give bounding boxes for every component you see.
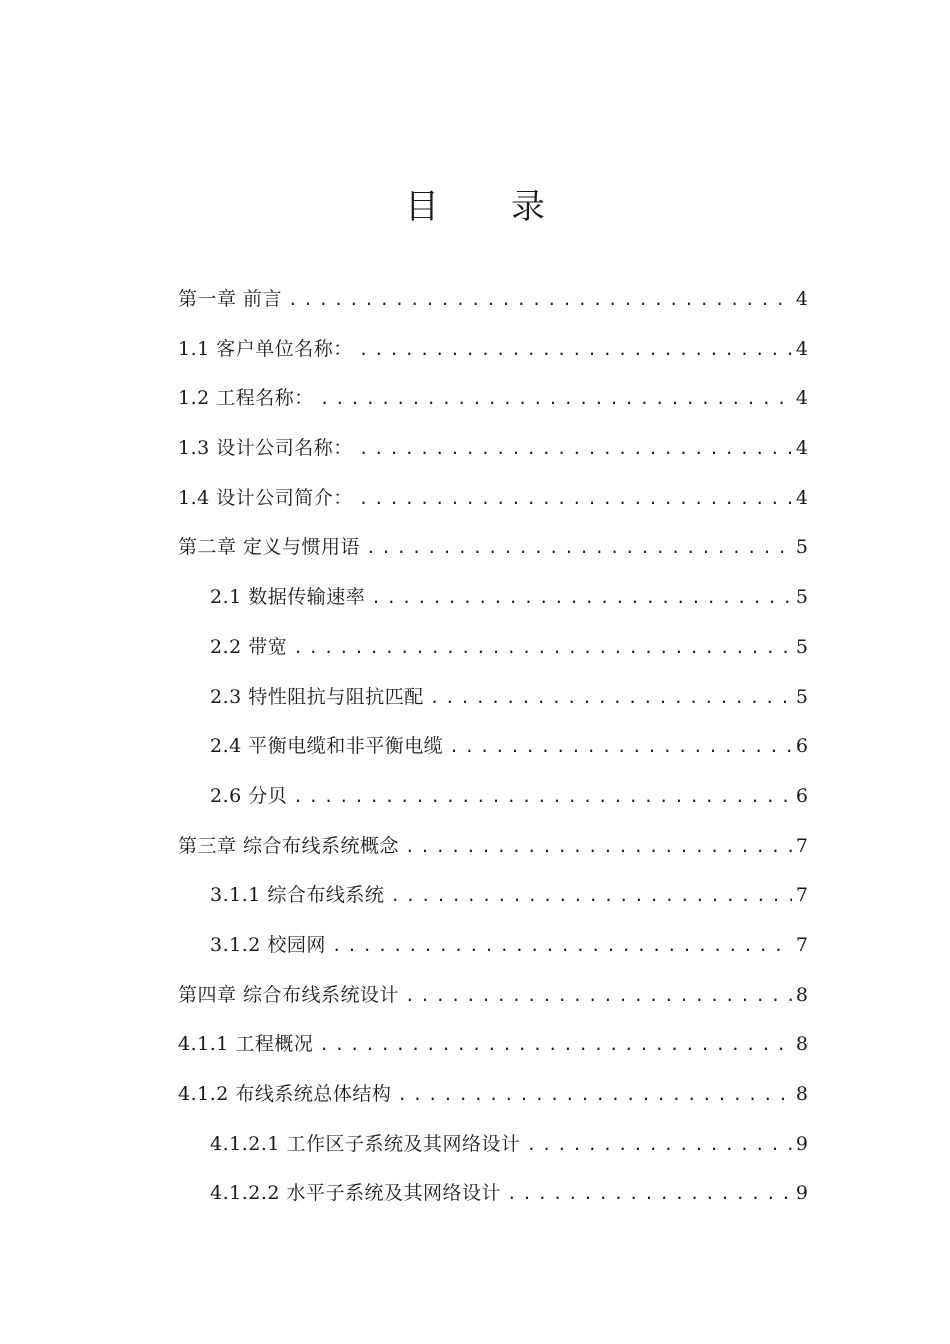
toc-entry-label: 2.6 分贝 xyxy=(210,784,288,807)
toc-page-number: 9 xyxy=(795,1132,808,1155)
toc-title xyxy=(0,183,950,231)
toc-dot-leader xyxy=(288,275,792,325)
toc-dot-leader xyxy=(320,374,792,424)
toc-entry[interactable] xyxy=(178,1169,808,1219)
toc-dot-leader xyxy=(430,673,792,723)
toc-entry[interactable] xyxy=(178,573,808,623)
toc-dot-leader xyxy=(507,1169,792,1219)
toc-entry-label: 1.1 客户单位名称： xyxy=(178,337,353,360)
toc-entry[interactable] xyxy=(178,722,808,772)
toc-dot-leader xyxy=(293,772,792,822)
toc-entry[interactable] xyxy=(178,921,808,971)
toc-entry[interactable] xyxy=(178,474,808,524)
toc-page-number: 8 xyxy=(795,1033,808,1056)
toc-entry[interactable] xyxy=(178,523,808,573)
toc-entry-label: 1.4 设计公司简介： xyxy=(178,486,353,509)
toc-entry[interactable] xyxy=(178,1070,808,1120)
toc-page-number: 5 xyxy=(795,586,808,609)
toc-page-number: 4 xyxy=(795,387,808,410)
toc-dot-leader xyxy=(527,1120,792,1170)
toc-entry-label: 4.1.2 布线系统总体结构 xyxy=(178,1083,392,1105)
toc-list xyxy=(178,275,808,1219)
toc-dot-leader xyxy=(405,822,792,872)
toc-entry[interactable] xyxy=(178,1020,808,1070)
toc-entry-label: 1.2 工程名称： xyxy=(178,387,314,410)
toc-entry[interactable] xyxy=(178,325,808,375)
toc-dot-leader xyxy=(293,623,792,673)
toc-entry[interactable] xyxy=(178,275,808,325)
toc-dot-leader xyxy=(319,1020,792,1070)
toc-dot-leader xyxy=(405,971,792,1021)
toc-entry-label: 第二章 定义与惯用语 xyxy=(178,536,361,559)
toc-page-number: 6 xyxy=(795,784,808,807)
toc-page-number: 5 xyxy=(795,635,808,658)
toc-entry[interactable] xyxy=(178,971,808,1021)
toc-entry-label: 1.3 设计公司名称： xyxy=(178,437,353,460)
toc-entry[interactable] xyxy=(178,374,808,424)
toc-entry-label: 2.3 特性阻抗与阻抗匹配 xyxy=(210,685,424,708)
toc-entry-label: 2.1 数据传输速率 xyxy=(210,586,366,609)
toc-page-number: 4 xyxy=(795,486,808,509)
toc-entry[interactable] xyxy=(178,623,808,673)
toc-page-number: 8 xyxy=(795,983,808,1006)
toc-entry[interactable] xyxy=(178,673,808,723)
toc-entry-label: 4.1.2.1 工作区子系统及其网络设计 xyxy=(210,1132,521,1155)
toc-entry-label: 2.2 带宽 xyxy=(210,635,288,658)
toc-page-number: 7 xyxy=(795,884,808,907)
toc-page-number: 9 xyxy=(795,1182,808,1205)
toc-page-number: 4 xyxy=(795,337,808,360)
toc-dot-leader xyxy=(359,424,792,474)
toc-page-number: 4 xyxy=(795,288,808,310)
toc-entry-label: 第一章 前言 xyxy=(178,288,283,310)
toc-title-char-2: 录 xyxy=(511,187,545,227)
toc-entry-label: 4.1.2.2 水平子系统及其网络设计 xyxy=(210,1182,502,1205)
toc-page-number: 7 xyxy=(795,933,808,956)
toc-entry-label: 2.4 平衡电缆和非平衡电缆 xyxy=(210,735,444,758)
toc-entry[interactable] xyxy=(178,424,808,474)
toc-entry-label: 3.1.2 校园网 xyxy=(210,933,326,956)
toc-dot-leader xyxy=(371,573,792,623)
toc-page-number: 8 xyxy=(795,1083,808,1105)
toc-entry-label: 第三章 综合布线系统概念 xyxy=(178,834,400,857)
toc-title-char-1: 目 xyxy=(405,187,439,227)
toc-dot-leader xyxy=(397,1070,792,1120)
toc-entry[interactable] xyxy=(178,1120,808,1170)
toc-dot-leader xyxy=(390,871,792,921)
toc-entry-label: 4.1.1 工程概况 xyxy=(178,1033,314,1056)
toc-dot-leader xyxy=(449,722,792,772)
toc-page-number: 6 xyxy=(795,735,808,758)
toc-dot-leader xyxy=(332,921,792,971)
toc-dot-leader xyxy=(366,523,792,573)
toc-entry-label: 3.1.1 综合布线系统 xyxy=(210,884,385,907)
toc-entry-label: 第四章 综合布线系统设计 xyxy=(178,983,400,1006)
toc-entry[interactable] xyxy=(178,772,808,822)
toc-page-number: 7 xyxy=(795,834,808,857)
toc-page-number: 5 xyxy=(795,536,808,559)
toc-entry[interactable] xyxy=(178,822,808,872)
toc-dot-leader xyxy=(359,325,792,375)
toc-page-number: 5 xyxy=(795,685,808,708)
toc-entry[interactable] xyxy=(178,871,808,921)
toc-dot-leader xyxy=(359,474,792,524)
toc-page-number: 4 xyxy=(795,437,808,460)
